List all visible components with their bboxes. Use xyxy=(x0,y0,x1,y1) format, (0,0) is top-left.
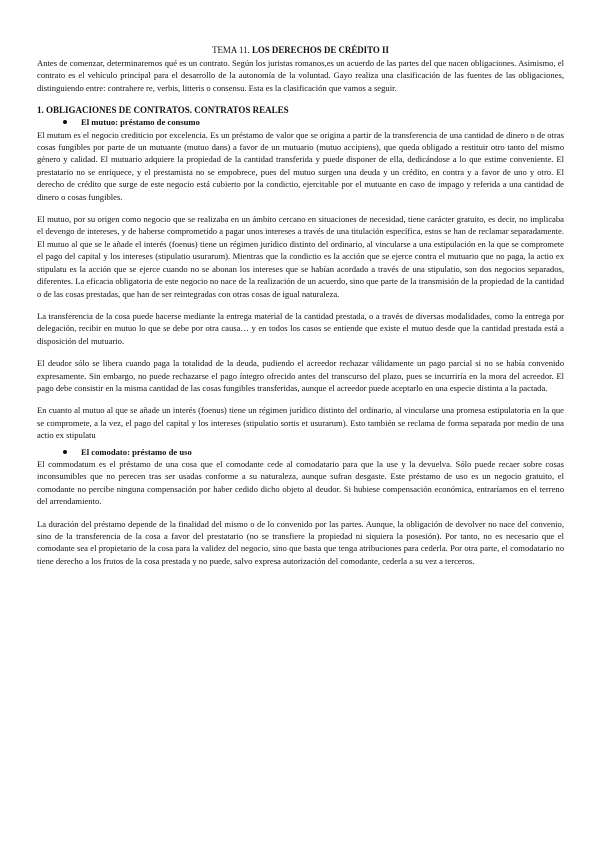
intro-paragraph: Antes de comenzar, determinaremos qué es un contrato. Según los juristas romanos,es un acuerdo de las partes del que nacen obligaciones. Asimismo, el contrato es el vehículo principal para el desarrollo de la autonomía de la voluntad. Gayo realiza una clasificación de las fuentes de las obligaciones, distinguiendo entre: contrahere re, verbis, litteris o consensu. Esta es la clasificación que vamos a seguir. xyxy=(37,58,564,93)
comodato-heading-label: El comodato: préstamo de uso xyxy=(81,446,192,457)
mutuo-subheading xyxy=(37,116,564,128)
page-title xyxy=(37,44,564,56)
section-heading: 1. OBLIGACIONES DE CONTRATOS. CONTRATOS REALES xyxy=(37,105,289,116)
title-prefix: TEMA 11. xyxy=(212,45,250,55)
mutuo-paragraph-4: El deudor sólo se libera cuando paga la totalidad de la deuda, pudiendo el acreedor rechazar válidamente un pago parcial si no se había convenido expresamente. Sin embargo, no puede rechazarse el pago íntegro ofrecido antes del transcurso del plazo, pues se incurriría en la mora del acreedor. El pago debe consistir en la misma cantidad de las cosas fungibles transferidas, aunque el acreedor puede aceptarlo en una especie distinta a la pactada. xyxy=(37,358,564,393)
comodato-paragraph-1: El commodatum es el préstamo de una cosa que el comodante cede al comodatario para que la use y la devuelva. Sólo puede recaer sobre cosas inconsumibles que no perecen tras ser usadas conforme a su naturaleza, aunque sufran desgaste. Este préstamo de uso es un negocio gratuito, el comodante no percibe ninguna compensación por haber cedido dicho objeto al deudor. Si hubiese compensación económica, entraríamos en el terreno del arrendamiento. xyxy=(37,458,564,507)
title-main: LOS DERECHOS DE CRÉDITO II xyxy=(251,45,389,55)
mutuo-heading-label: El mutuo: préstamo de consumo xyxy=(81,117,200,128)
mutuo-paragraph-2: El mutuo, por su origen como negocio que se realizaba en un ámbito cercano en situaciones de necesidad, tiene carácter gratuito, es decir, no implicaba el devengo de intereses, y de haberse comprometido a pagar unos intereses a través de una titulación específica, estos se han de reclamar separadamente. El mutuo al que se le añade el interés (foenus) tiene un régimen jurídico distinto del ordinario, al vincularse a una estipulación en la que se compromete el pago del capital y los intereses (stipulatio usurarum). Mientras que la condictio es la acción que se ejerce contra el mutuario que no paga, la actio ex stipulatu es la acción que se ejerce cuando no se abonan los intereses que se habían acordado a través de una stipulatio, son dos negocios separados, diferentes. La eficacia obligatoria de este negocio no nace de la realización de un acuerdo, sino que parte de la transmisión de la propiedad de la cantidad o de las cosas prestadas, que han de ser reintegradas con otras cosas de igual naturaleza. xyxy=(37,214,564,299)
bullet-icon xyxy=(63,450,67,454)
comodato-subheading xyxy=(37,446,564,458)
mutuo-paragraph-5: En cuanto al mutuo al que se añade un interés (foenus) tiene un régimen jurídico distinto del ordinario, al vincularse una promesa estipulatoria en la que se compromete, a la vez, el pago del capital y los intereses (stipulatio sortis et usurarum). Esto también se reclama de forma separada por medio de una actio ex stipulatu xyxy=(37,405,564,441)
mutuo-paragraph-1: El mutum es el negocio crediticio por excelencia. Es un préstamo de valor que se origina a partir de la transferencia de una cantidad de dinero o de otras cosas fungibles por parte de un mutuante (mutuo dans) a favor de un mutuario (mutuo accipiens), que queda obligado a restituir otro tanto del mismo género y calidad. El mutuario adquiere la propiedad de la cantidad transferida y puede disponer de ella, dedicándose a lo que estime conveniente. El prestatario no se enriquece, y el prestamista no se empobrece, pues del mutuo surgen una deuda y un crédito, en contra y a favor de uno y otro. El derecho de crédito que surge de este negocio está cubierto por la condictio, ejercitable por el mutuante en caso de impago y referida a una cantidad de dinero o cosas fungibles. xyxy=(37,129,564,202)
mutuo-paragraph-3: La transferencia de la cosa puede hacerse mediante la entrega material de la cantidad prestada, o a través de diversas modalidades, como la entrega por delegación, recibir en mutuo lo que se debe por otra causa… y en todos los casos se entiende que existe el mutuo desde que la cantidad prestada está a disposición del mutuario. xyxy=(37,310,564,346)
comodato-paragraph-2: La duración del préstamo depende de la finalidad del mismo o de lo convenido por las partes. Aunque, la obligación de devolver no nace del convenio, sino de la transferencia de la cosa a favor del prestatario (no se transfiere la propiedad ni siquiera la posesión). Por tanto, no es necesario que el comodante sea el propietario de la cosa para la validez del negocio, sino que basta que tenga atribuciones para cederla. Por otra parte, el comodatario no tiene derecho a los frutos de la cosa prestada y no puede, salvo expresa autorización del comodante, cederla a su vez a terceros. xyxy=(37,518,564,566)
